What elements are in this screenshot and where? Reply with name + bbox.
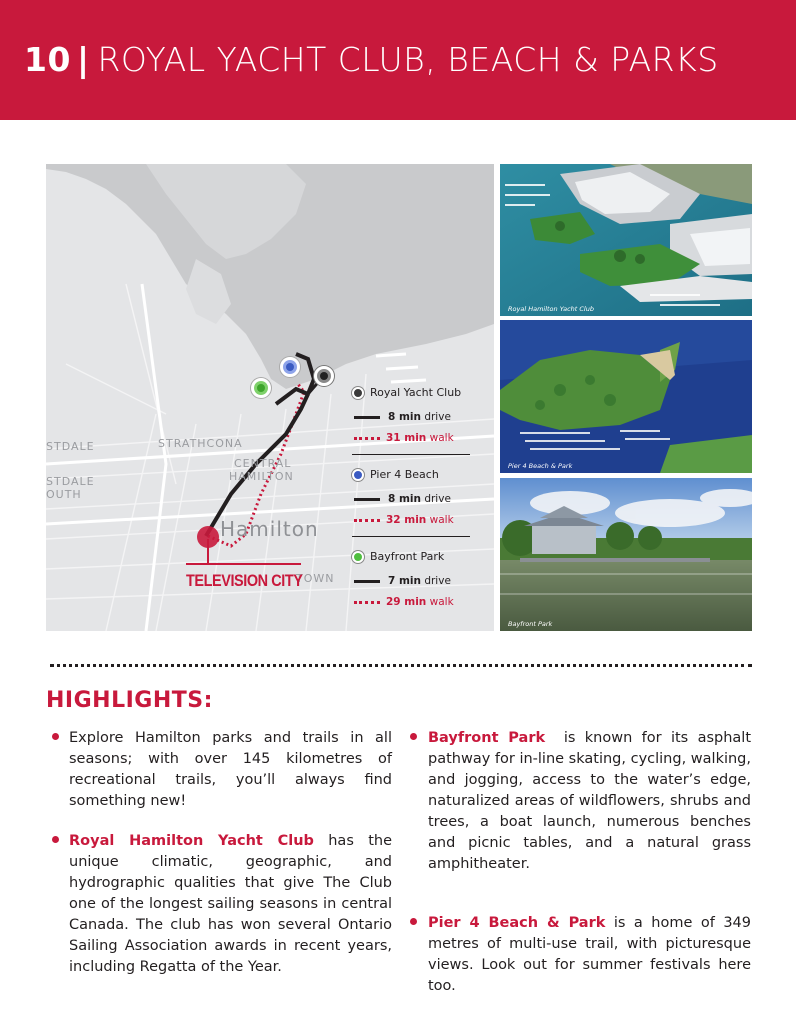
bullet-icon — [410, 918, 417, 925]
map-label-west2b: OUTH — [46, 488, 82, 501]
yacht-club-marker — [314, 366, 334, 386]
map-label-west1: STDALE — [46, 440, 95, 453]
tv-city-marker — [197, 526, 219, 548]
highlight-item: Explore Hamilton parks and trails in all seasons; with over 145 kilometres of recreational trails, you’ll always find something new! — [69, 730, 392, 809]
highlight-item: Bayfront Park is known for its asphalt pathway for in-line skating, cycling, walking, and jogging, access to the water’s edge, naturalized areas of wildflowers, shrubs and trees, a boat launch, numerous benches and picnic tables, and a natural grass amphitheater. — [428, 730, 756, 872]
photo-pier4 — [500, 320, 752, 473]
yacht-club-image — [500, 164, 752, 316]
legend-pier4 — [352, 468, 480, 550]
legend-drive-row: 8 min drive — [354, 493, 451, 505]
bullet-icon — [52, 733, 59, 740]
highlight-lead: Royal Hamilton Yacht Club — [69, 833, 314, 849]
legend-divider — [352, 536, 470, 537]
drive-line-icon — [354, 498, 380, 501]
bullet-icon — [52, 836, 59, 843]
legend-name: Pier 4 Beach — [370, 468, 439, 481]
legend-divider — [352, 454, 470, 455]
bayfront-image — [500, 478, 752, 631]
page-title — [24, 40, 719, 79]
legend-drive-row: 7 min drive — [354, 575, 451, 587]
highlight-lead: Pier 4 Beach & Park — [428, 915, 606, 931]
photo-caption: Bayfront Park — [508, 620, 553, 628]
section-divider — [50, 664, 752, 667]
legend-drive-row: 8 min drive — [354, 411, 451, 423]
highlight-item: Pier 4 Beach & Park is a home of 349 metres of multi-use trail, with picturesque views. Look out for summer festivals here too. — [428, 915, 751, 994]
title-separator: | — [76, 40, 90, 79]
photo-yacht-club — [500, 164, 752, 316]
legend-name: Bayfront Park — [370, 550, 445, 563]
section-number: 10 — [24, 40, 71, 79]
legend-walk-row: 32 min walk — [354, 514, 454, 526]
legend-name: Royal Yacht Club — [370, 386, 462, 399]
bullet-icon — [410, 733, 417, 740]
legend-walk-row: 31 min walk — [354, 432, 454, 444]
map-label-hamilton: Hamilton — [220, 517, 319, 541]
map-label-hamilton-area: HAMILTON — [229, 470, 294, 483]
photo-bayfront — [500, 478, 752, 631]
legend-yacht-club — [352, 386, 480, 468]
section-title: ROYAL YACHT CLUB, BEACH & PARKS — [97, 40, 719, 79]
highlights-title: HIGHLIGHTS: — [46, 688, 213, 713]
bayfront-dot-icon — [352, 551, 364, 563]
bayfront-marker — [251, 378, 271, 398]
walk-dots-icon — [354, 519, 380, 522]
map-label-strathcona: STRATHCONA — [158, 437, 243, 450]
highlight-item: Royal Hamilton Yacht Club has the unique climatic, geographic, and hydrographic qualities that give The Club one of the longest sailing seasons in central Canada. The club has won several Ontario Sailing Association awards in recent years, including Regatta of the Year. — [69, 833, 392, 975]
map-label-west2a: STDALE — [46, 475, 95, 488]
drive-line-icon — [354, 416, 380, 419]
map-label-town: TOWN — [296, 572, 335, 585]
legend-walk-row: 29 min walk — [354, 596, 454, 608]
walk-dots-icon — [354, 601, 380, 604]
map-label-central: CENTRAL — [234, 457, 292, 470]
page-header — [0, 0, 796, 120]
walk-dots-icon — [354, 437, 380, 440]
drive-line-icon — [354, 580, 380, 583]
photo-caption: Royal Hamilton Yacht Club — [508, 305, 594, 313]
photo-caption: Pier 4 Beach & Park — [508, 462, 573, 470]
pier4-dot-icon — [352, 469, 364, 481]
yacht-club-dot-icon — [352, 387, 364, 399]
highlight-lead: Bayfront Park — [428, 730, 546, 746]
pier4-marker — [280, 357, 300, 377]
pier4-image — [500, 320, 752, 473]
map-legend — [352, 386, 480, 631]
legend-bayfront — [352, 550, 480, 631]
television-city-label: TELEVISION CITY — [186, 571, 303, 590]
area-map — [46, 164, 494, 631]
